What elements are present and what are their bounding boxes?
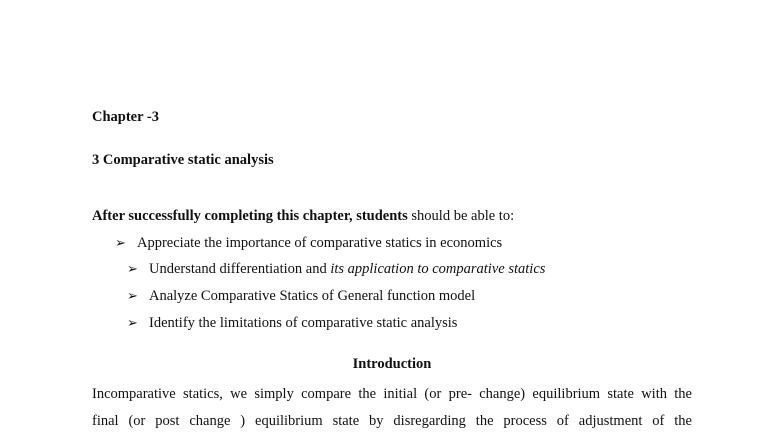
objectives-intro-rest: should be able to: — [407, 208, 515, 224]
objectives-intro — [92, 209, 514, 224]
objective-text: Analyze Comparative Statics of General function model — [149, 288, 476, 304]
objective-item — [127, 289, 475, 304]
introduction-paragraph-line: final (or post change ) equilibrium state by disregarding the process of adjustment of the — [92, 413, 692, 429]
objective-item — [127, 316, 457, 331]
introduction-heading: Introduction — [352, 356, 432, 372]
objective-item — [115, 236, 502, 251]
objective-text-italic: its application to comparative statics — [330, 261, 546, 277]
objective-text: Understand differentiation and — [149, 261, 331, 277]
chapter-label: Chapter -3 — [92, 109, 159, 125]
objective-item — [127, 262, 545, 277]
introduction-paragraph-line: Incomparative statics, we simply compare the initial (or pre- change) equilibrium state with the — [92, 386, 692, 402]
objectives-intro-bold: After successfully completing this chapter, students — [92, 208, 408, 224]
objective-text: Identify the limitations of comparative static analysis — [149, 315, 458, 331]
arrowhead-icon: ➢ — [115, 236, 126, 251]
objective-text: Appreciate the importance of comparative statics in economics — [137, 235, 503, 251]
arrowhead-icon: ➢ — [127, 289, 138, 304]
arrowhead-icon: ➢ — [127, 262, 138, 277]
section-title: 3 Comparative static analysis — [92, 152, 274, 168]
arrowhead-icon: ➢ — [127, 316, 138, 331]
